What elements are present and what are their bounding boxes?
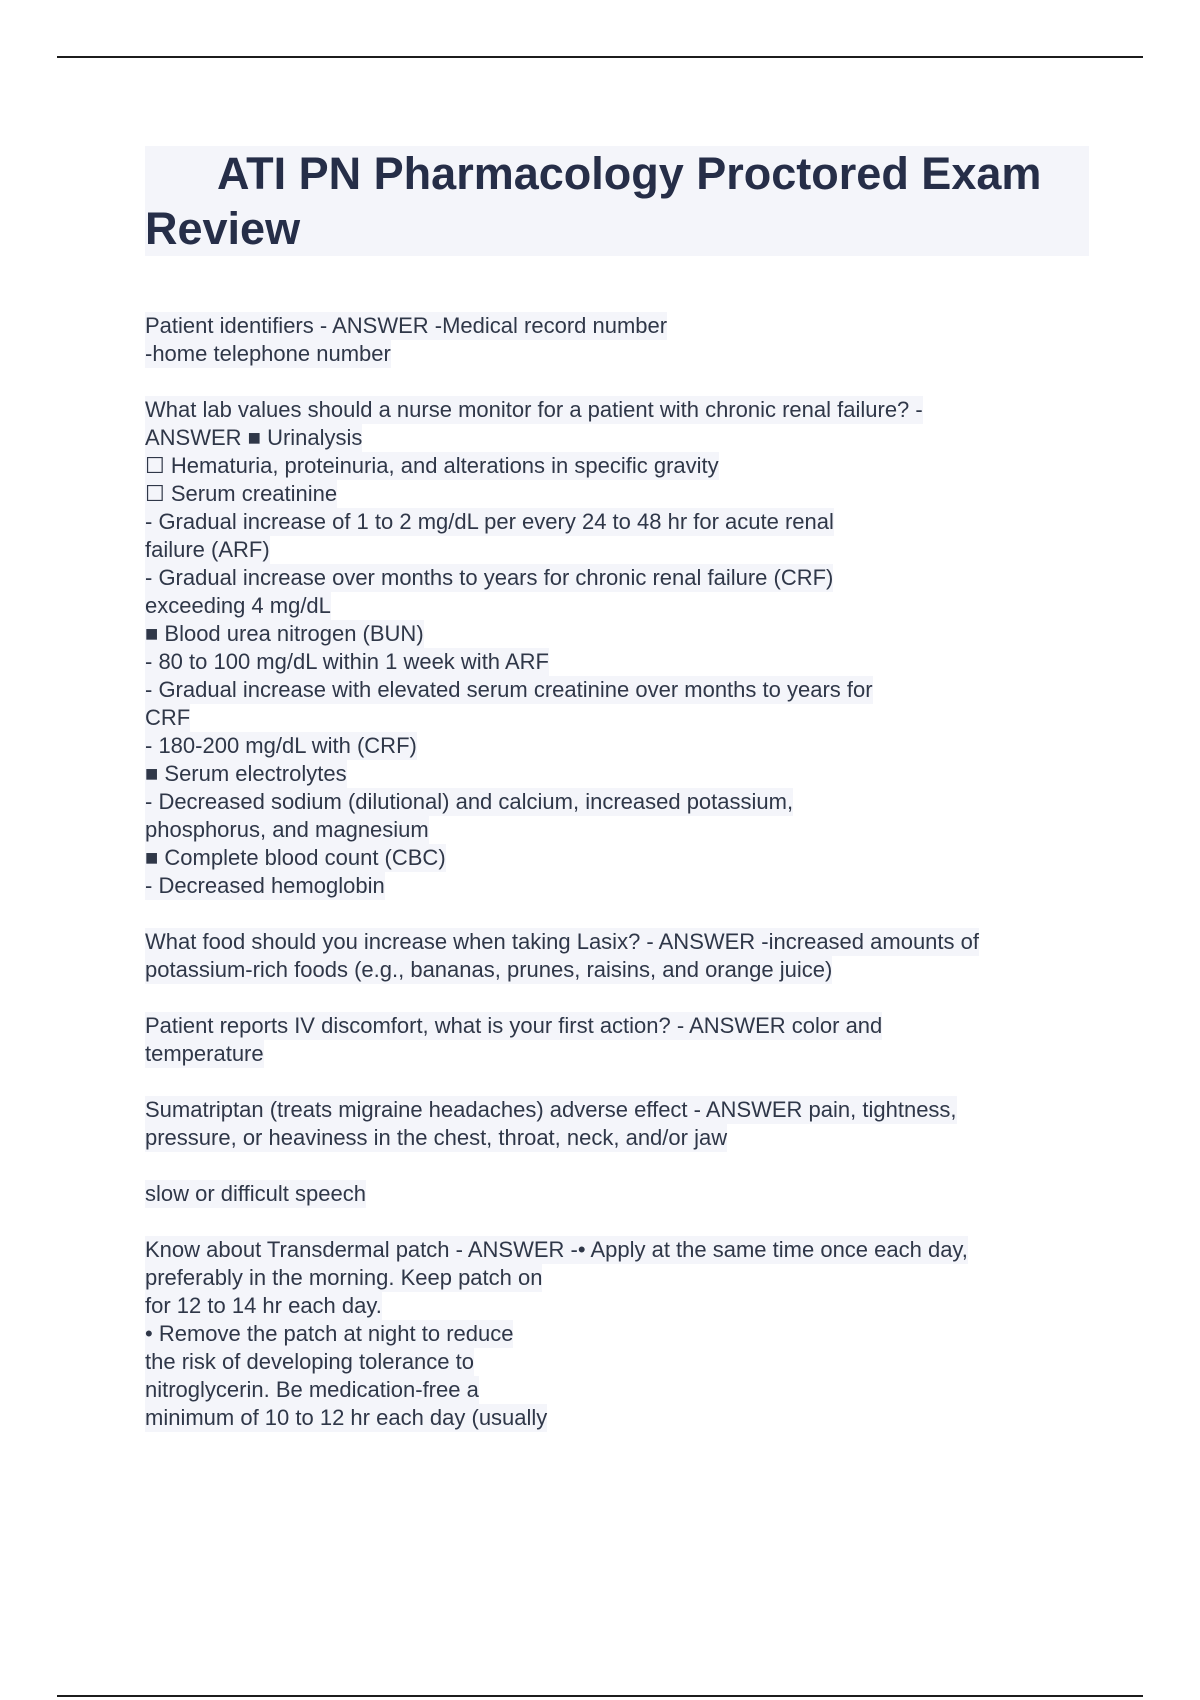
document-title: ATI PN Pharmacology Proctored Exam Review [145,148,1042,254]
qa-line: ☐ Hematuria, proteinuria, and alterations in specific gravity [145,453,719,478]
qa-line: nitroglycerin. Be medication-free a [145,1377,479,1402]
qa-line: failure (ARF) [145,537,270,562]
document-body [145,312,1089,1460]
qa-line: -home telephone number [145,341,391,366]
bottom-rule [57,1695,1143,1697]
title-block [145,146,1089,256]
qa-line: potassium-rich foods (e.g., bananas, prunes, raisins, and orange juice) [145,957,833,982]
qa-line: What lab values should a nurse monitor for a patient with chronic renal failure? - [145,397,923,422]
qa-line: Patient identifiers - ANSWER -Medical record number [145,313,668,338]
qa-block [145,928,1089,984]
qa-line: - Gradual increase of 1 to 2 mg/dL per every 24 to 48 hr for acute renal [145,509,834,534]
qa-line: Sumatriptan (treats migraine headaches) adverse effect - ANSWER pain, tightness, [145,1097,957,1122]
qa-block [145,1236,1089,1432]
qa-line: ■ Complete blood count (CBC) [145,845,446,870]
qa-line: pressure, or heaviness in the chest, throat, neck, and/or jaw [145,1125,728,1150]
qa-line: - Decreased sodium (dilutional) and calcium, increased potassium, [145,789,794,814]
qa-line: slow or difficult speech [145,1181,366,1206]
qa-line: - 180-200 mg/dL with (CRF) [145,733,417,758]
qa-line: phosphorus, and magnesium [145,817,429,842]
qa-line: the risk of developing tolerance to [145,1349,474,1374]
qa-line: - 80 to 100 mg/dL within 1 week with ARF [145,649,549,674]
qa-block [145,1096,1089,1152]
top-rule [57,56,1143,58]
qa-line: CRF [145,705,191,730]
qa-line: ■ Blood urea nitrogen (BUN) [145,621,424,646]
qa-block [145,396,1089,900]
qa-line: minimum of 10 to 12 hr each day (usually [145,1405,548,1430]
qa-line: - Gradual increase over months to years for chronic renal failure (CRF) [145,565,834,590]
qa-block [145,1180,1089,1208]
qa-line: • Remove the patch at night to reduce [145,1321,514,1346]
qa-line: - Decreased hemoglobin [145,873,385,898]
qa-block [145,312,1089,368]
qa-line: temperature [145,1041,264,1066]
qa-line: ☐ Serum creatinine [145,481,338,506]
qa-line: ANSWER ■ Urinalysis [145,425,363,450]
qa-line: exceeding 4 mg/dL [145,593,331,618]
qa-line: - Gradual increase with elevated serum creatinine over months to years for [145,677,873,702]
qa-block [145,1012,1089,1068]
qa-list [145,312,1089,1432]
qa-line: What food should you increase when taking Lasix? - ANSWER -increased amounts of [145,929,979,954]
qa-line: Know about Transdermal patch - ANSWER -• Apply at the same time once each day, [145,1237,968,1262]
qa-line: for 12 to 14 hr each day. [145,1293,382,1318]
qa-line: preferably in the morning. Keep patch on [145,1265,543,1290]
qa-line: ■ Serum electrolytes [145,761,347,786]
qa-line: Patient reports IV discomfort, what is your first action? - ANSWER color and [145,1013,883,1038]
